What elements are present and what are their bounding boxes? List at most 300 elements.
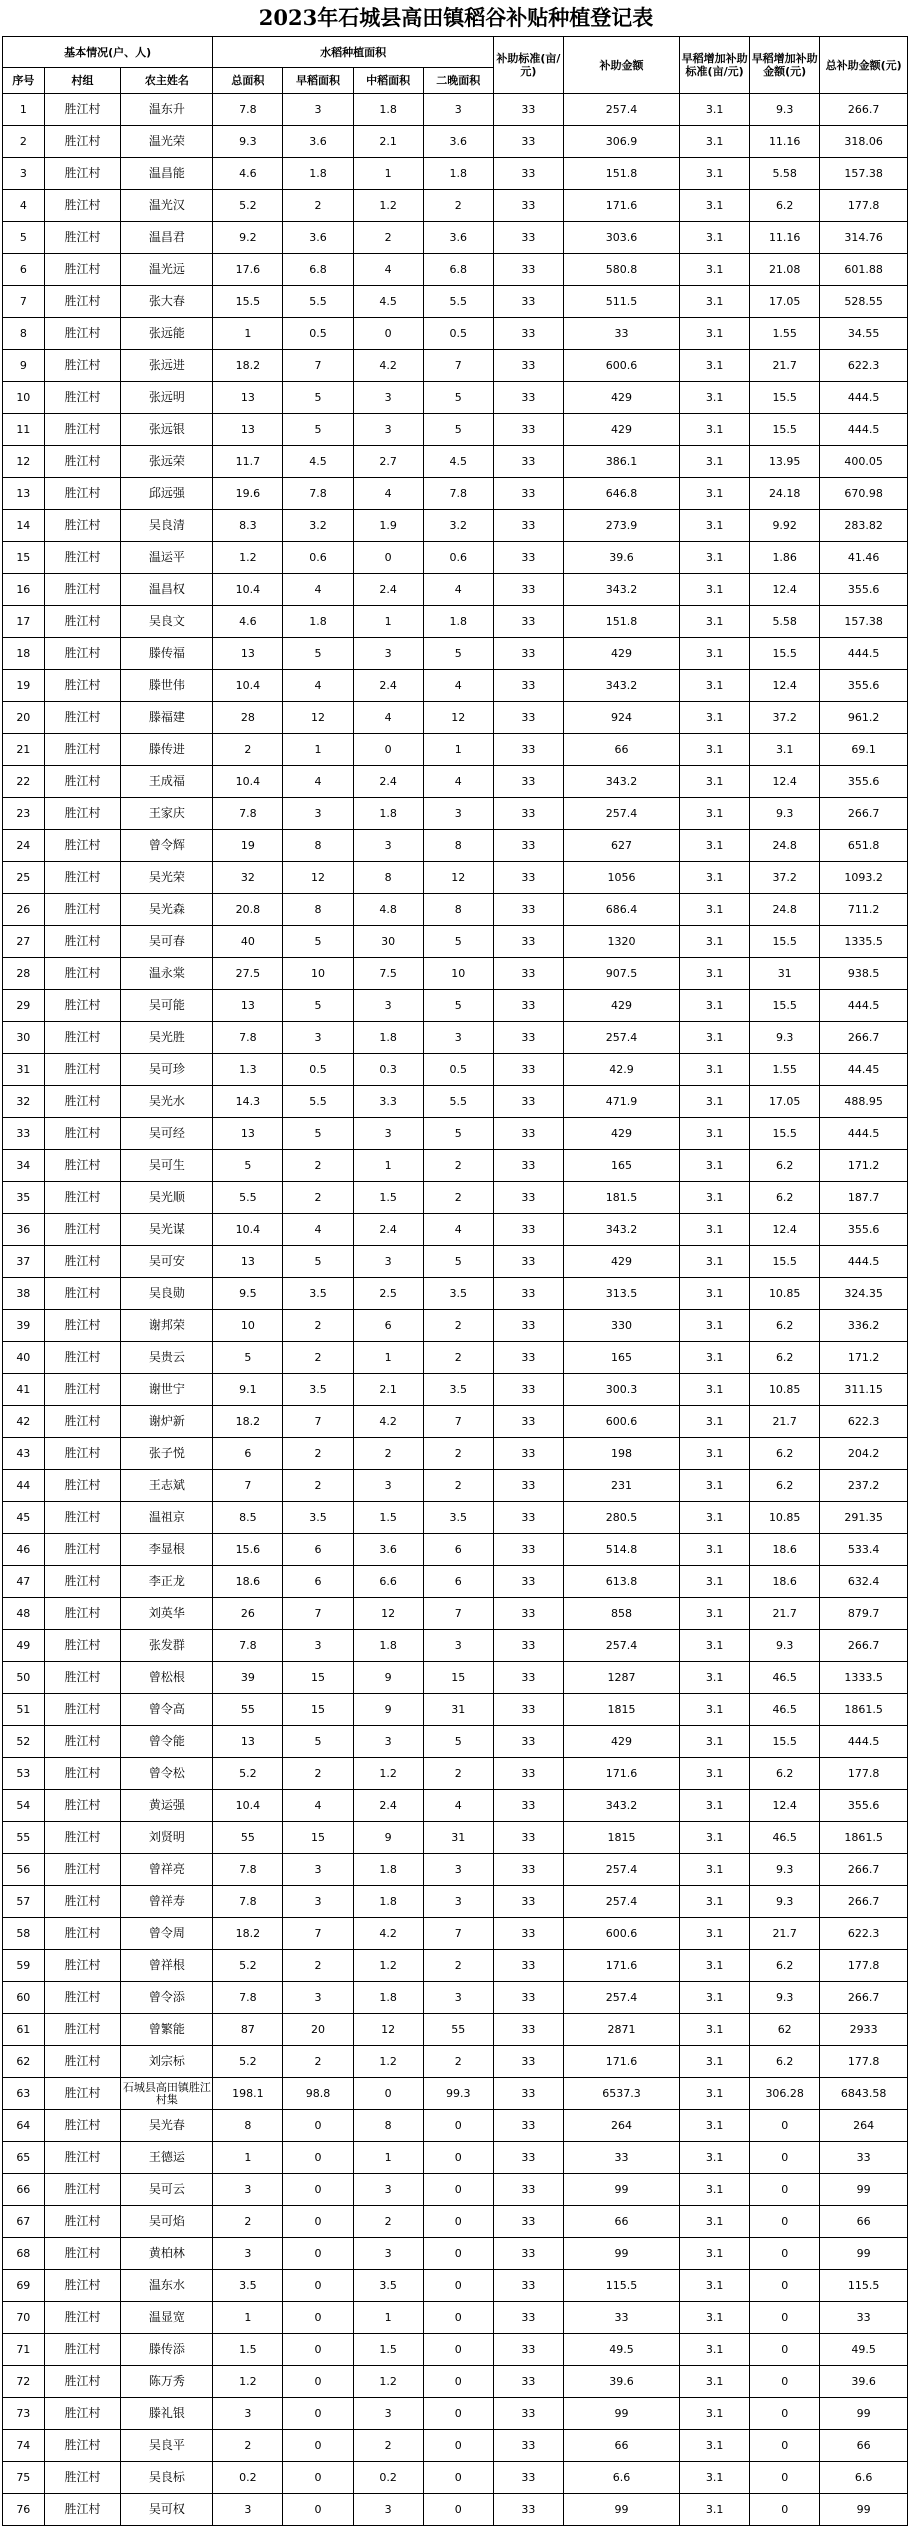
early-extra-standard-cell: 3.1 [680,1758,750,1790]
total-amount-cell: 33 [820,2302,908,2334]
village-cell: 胜江村 [44,2142,121,2174]
early-extra-amount-cell: 21.7 [750,350,820,382]
farmer-name-cell: 吴可云 [121,2174,213,2206]
early-extra-amount-cell: 3.1 [750,734,820,766]
mid-area-cell: 1.8 [353,1022,423,1054]
subsidy-amount-cell: 257.4 [563,1982,679,2014]
seq-cell: 67 [3,2206,45,2238]
farmer-name-cell: 王德运 [121,2142,213,2174]
table-row [3,158,908,190]
subsidy-amount-cell: 429 [563,414,679,446]
subsidy-amount-cell: 429 [563,990,679,1022]
subsidy-standard-cell: 33 [493,1630,563,1662]
mid-area-cell: 3 [353,1470,423,1502]
total-area-cell: 3 [213,2398,283,2430]
total-area-cell: 2 [213,2206,283,2238]
total-amount-cell: 99 [820,2238,908,2270]
early-extra-amount-cell: 21.7 [750,1598,820,1630]
seq-cell: 66 [3,2174,45,2206]
total-area-cell: 40 [213,926,283,958]
mid-area-cell: 9 [353,1694,423,1726]
early-extra-standard-cell: 3.1 [680,2494,750,2526]
mid-area-cell: 4.2 [353,1918,423,1950]
farmer-name-cell: 张远进 [121,350,213,382]
early-extra-standard-cell: 3.1 [680,1438,750,1470]
subsidy-standard-header: 补助标准(亩/元) [493,37,563,94]
early-area-cell: 1.8 [283,606,353,638]
farmer-name-cell: 吴良清 [121,510,213,542]
early-area-cell: 7 [283,1918,353,1950]
table-row [3,414,908,446]
subsidy-amount-cell: 343.2 [563,1214,679,1246]
mid-area-cell: 2 [353,2206,423,2238]
late-area-cell: 4.5 [423,446,493,478]
subsidy-amount-cell: 924 [563,702,679,734]
total-area-cell: 5.2 [213,2046,283,2078]
mid-area-cell: 1.8 [353,1630,423,1662]
early-extra-amount-cell: 0 [750,2494,820,2526]
early-extra-amount-cell: 6.2 [750,1150,820,1182]
farmer-name-cell: 吴光水 [121,1086,213,1118]
late-area-cell: 0 [423,2110,493,2142]
subsidy-standard-cell: 33 [493,2014,563,2046]
table-row [3,830,908,862]
total-area-cell: 39 [213,1662,283,1694]
subsidy-standard-cell: 33 [493,1790,563,1822]
late-area-cell: 5 [423,1118,493,1150]
late-area-cell: 2 [423,1758,493,1790]
subsidy-amount-cell: 600.6 [563,1406,679,1438]
subsidy-amount-cell: 613.8 [563,1566,679,1598]
subsidy-standard-cell: 33 [493,958,563,990]
total-amount-cell: 318.06 [820,126,908,158]
early-extra-standard-cell: 3.1 [680,1790,750,1822]
late-area-cell: 5 [423,382,493,414]
farmer-name-cell: 滕传进 [121,734,213,766]
subsidy-standard-cell: 33 [493,734,563,766]
late-area-cell: 5 [423,990,493,1022]
farmer-name-cell: 李正龙 [121,1566,213,1598]
seq-cell: 51 [3,1694,45,1726]
total-area-cell: 7.8 [213,94,283,126]
subsidy-standard-cell: 33 [493,1534,563,1566]
total-area-cell: 5.2 [213,1758,283,1790]
early-extra-amount-cell: 0 [750,2174,820,2206]
farmer-name-cell: 曾令辉 [121,830,213,862]
subsidy-amount-cell: 429 [563,382,679,414]
total-amount-cell: 266.7 [820,1886,908,1918]
seq-header: 序号 [3,68,45,94]
seq-cell: 70 [3,2302,45,2334]
total-area-cell: 8.3 [213,510,283,542]
subsidy-amount-cell: 66 [563,2206,679,2238]
early-area-cell: 4.5 [283,446,353,478]
early-area-cell: 5 [283,926,353,958]
mid-area-cell: 12 [353,2014,423,2046]
mid-area-cell: 1.5 [353,1182,423,1214]
subsidy-standard-cell: 33 [493,2206,563,2238]
total-amount-cell: 355.6 [820,1790,908,1822]
seq-cell: 1 [3,94,45,126]
early-extra-standard-cell: 3.1 [680,1246,750,1278]
total-amount-cell: 283.82 [820,510,908,542]
mid-area-cell: 8 [353,2110,423,2142]
subsidy-amount-cell: 343.2 [563,766,679,798]
total-amount-cell: 1335.5 [820,926,908,958]
early-extra-standard-cell: 3.1 [680,94,750,126]
village-cell: 胜江村 [44,1790,121,1822]
seq-cell: 44 [3,1470,45,1502]
early-area-cell: 2 [283,2046,353,2078]
mid-area-cell: 1.2 [353,2046,423,2078]
table-row [3,2302,908,2334]
early-extra-standard-cell: 3.1 [680,734,750,766]
late-area-cell: 2 [423,1950,493,1982]
subsidy-amount-cell: 429 [563,1246,679,1278]
table-row [3,478,908,510]
early-extra-standard-cell: 3.1 [680,1054,750,1086]
village-cell: 胜江村 [44,94,121,126]
total-amount-cell: 355.6 [820,670,908,702]
early-area-cell: 3.6 [283,222,353,254]
total-amount-cell: 44.45 [820,1054,908,1086]
late-area-cell: 2 [423,1310,493,1342]
mid-area-cell: 3 [353,1118,423,1150]
subsidy-standard-cell: 33 [493,1470,563,1502]
total-area-cell: 11.7 [213,446,283,478]
village-cell: 胜江村 [44,190,121,222]
early-area-cell: 2 [283,1950,353,1982]
farmer-name-cell: 谢世宁 [121,1374,213,1406]
mid-area-cell: 1.8 [353,1886,423,1918]
village-cell: 胜江村 [44,734,121,766]
village-cell: 胜江村 [44,2078,121,2110]
subsidy-amount-cell: 99 [563,2494,679,2526]
early-extra-standard-cell: 3.1 [680,2014,750,2046]
early-area-cell: 2 [283,190,353,222]
village-cell: 胜江村 [44,478,121,510]
subsidy-standard-cell: 33 [493,1054,563,1086]
village-cell: 胜江村 [44,158,121,190]
late-area-cell: 12 [423,862,493,894]
subsidy-amount-cell: 1815 [563,1822,679,1854]
early-extra-standard-cell: 3.1 [680,638,750,670]
table-row [3,542,908,574]
village-cell: 胜江村 [44,1310,121,1342]
total-amount-cell: 622.3 [820,1918,908,1950]
early-extra-amount-cell: 0 [750,2302,820,2334]
early-area-cell: 4 [283,1214,353,1246]
early-extra-amount-cell: 15.5 [750,1118,820,1150]
early-extra-amount-cell: 306.28 [750,2078,820,2110]
seq-cell: 30 [3,1022,45,1054]
farmer-name-cell: 温昌君 [121,222,213,254]
total-amount-cell: 66 [820,2206,908,2238]
total-amount-cell: 171.2 [820,1150,908,1182]
total-amount-cell: 157.38 [820,158,908,190]
seq-cell: 28 [3,958,45,990]
total-amount-cell: 266.7 [820,1022,908,1054]
early-area-cell: 15 [283,1822,353,1854]
early-extra-standard-cell: 3.1 [680,222,750,254]
subsidy-standard-cell: 33 [493,478,563,510]
mid-area-cell: 0 [353,2078,423,2110]
early-area-cell: 4 [283,670,353,702]
early-area-cell: 0.6 [283,542,353,574]
village-cell: 胜江村 [44,1182,121,1214]
subsidy-amount-cell: 151.8 [563,158,679,190]
farmer-name-cell: 吴光胜 [121,1022,213,1054]
early-extra-amount-cell: 6.2 [750,1310,820,1342]
subsidy-standard-cell: 33 [493,286,563,318]
total-amount-cell: 632.4 [820,1566,908,1598]
table-row [3,1438,908,1470]
village-cell: 胜江村 [44,1470,121,1502]
total-area-cell: 0.2 [213,2462,283,2494]
table-row [3,446,908,478]
early-extra-standard-cell: 3.1 [680,286,750,318]
table-row [3,2238,908,2270]
early-extra-standard-cell: 3.1 [680,2046,750,2078]
farmer-name-cell: 吴光顺 [121,1182,213,1214]
mid-area-cell: 12 [353,1598,423,1630]
farmer-name-cell: 吴可生 [121,1150,213,1182]
subsidy-standard-cell: 33 [493,222,563,254]
subsidy-standard-cell: 33 [493,1246,563,1278]
subsidy-standard-cell: 33 [493,926,563,958]
subsidy-standard-cell: 33 [493,1342,563,1374]
seq-cell: 73 [3,2398,45,2430]
total-area-cell: 8.5 [213,1502,283,1534]
subsidy-amount-cell: 39.6 [563,2366,679,2398]
mid-area-cell: 1.2 [353,1758,423,1790]
subsidy-amount-cell: 39.6 [563,542,679,574]
farmer-name-cell: 吴可权 [121,2494,213,2526]
total-amount-cell: 355.6 [820,766,908,798]
village-cell: 胜江村 [44,638,121,670]
subsidy-amount-cell: 343.2 [563,1790,679,1822]
table-row [3,638,908,670]
subsidy-amount-cell: 686.4 [563,894,679,926]
total-amount-cell: 528.55 [820,286,908,318]
early-extra-standard-cell: 3.1 [680,670,750,702]
early-extra-amount-cell: 17.05 [750,286,820,318]
farmer-name-cell: 王志斌 [121,1470,213,1502]
seq-cell: 17 [3,606,45,638]
subsidy-standard-cell: 33 [493,1182,563,1214]
table-row [3,1566,908,1598]
early-extra-amount-cell: 6.2 [750,2046,820,2078]
seq-cell: 71 [3,2334,45,2366]
early-extra-standard-cell: 3.1 [680,1182,750,1214]
mid-area-cell: 3 [353,1726,423,1758]
table-row [3,1662,908,1694]
early-extra-standard-cell: 3.1 [680,1726,750,1758]
subsidy-amount-cell: 33 [563,2302,679,2334]
table-row [3,1054,908,1086]
subsidy-standard-cell: 33 [493,94,563,126]
total-area-cell: 55 [213,1822,283,1854]
seq-cell: 52 [3,1726,45,1758]
subsidy-standard-cell: 33 [493,2110,563,2142]
subsidy-standard-cell: 33 [493,2174,563,2206]
village-cell: 胜江村 [44,1342,121,1374]
village-cell: 胜江村 [44,254,121,286]
early-extra-amount-cell: 12.4 [750,670,820,702]
total-area-cell: 6 [213,1438,283,1470]
early-extra-standard-cell: 3.1 [680,1470,750,1502]
subsidy-standard-cell: 33 [493,1502,563,1534]
late-area-cell: 3.2 [423,510,493,542]
farmer-name-cell: 黄运强 [121,1790,213,1822]
mid-area-cell: 2.1 [353,126,423,158]
subsidy-standard-cell: 33 [493,606,563,638]
table-row [3,766,908,798]
early-extra-amount-cell: 9.3 [750,1022,820,1054]
total-area-cell: 10.4 [213,670,283,702]
subsidy-amount-cell: 471.9 [563,1086,679,1118]
mid-area-cell: 1.8 [353,798,423,830]
table-row [3,1822,908,1854]
table-row [3,734,908,766]
early-extra-amount-cell: 9.3 [750,94,820,126]
subsidy-standard-cell: 33 [493,670,563,702]
mid-area-cell: 4 [353,254,423,286]
early-area-cell: 20 [283,2014,353,2046]
early-extra-amount-cell: 0 [750,2398,820,2430]
subsidy-standard-cell: 33 [493,1598,563,1630]
early-extra-standard-cell: 3.1 [680,2110,750,2142]
seq-cell: 26 [3,894,45,926]
early-extra-amount-cell: 15.5 [750,382,820,414]
subsidy-standard-cell: 33 [493,1854,563,1886]
total-amount-cell: 1861.5 [820,1694,908,1726]
mid-area-cell: 2.4 [353,766,423,798]
table-row [3,862,908,894]
subsidy-standard-cell: 33 [493,542,563,574]
subsidy-standard-cell: 33 [493,2398,563,2430]
farmer-name-cell: 张远银 [121,414,213,446]
total-area-cell: 198.1 [213,2078,283,2110]
total-area-cell: 18.2 [213,1918,283,1950]
total-amount-cell: 157.38 [820,606,908,638]
total-area-cell: 1.2 [213,2366,283,2398]
total-amount-cell: 115.5 [820,2270,908,2302]
farmer-name-cell: 谢邦荣 [121,1310,213,1342]
late-area-cell: 3 [423,94,493,126]
total-amount-cell: 99 [820,2398,908,2430]
total-area-cell: 13 [213,1726,283,1758]
mid-area-cell: 4 [353,702,423,734]
table-row [3,926,908,958]
early-extra-amount-cell: 62 [750,2014,820,2046]
subsidy-standard-cell: 33 [493,1982,563,2014]
early-area-cell: 0.5 [283,1054,353,1086]
early-extra-standard-cell: 3.1 [680,1950,750,1982]
mid-area-cell: 3.5 [353,2270,423,2302]
early-extra-standard-cell: 3.1 [680,1886,750,1918]
seq-cell: 19 [3,670,45,702]
total-area-cell: 7.8 [213,1630,283,1662]
early-area-cell: 5 [283,1118,353,1150]
early-extra-amount-cell: 1.86 [750,542,820,574]
village-cell: 胜江村 [44,1150,121,1182]
seq-cell: 35 [3,1182,45,1214]
early-extra-standard-cell: 3.1 [680,862,750,894]
table-row [3,1502,908,1534]
early-extra-amount-cell: 10.85 [750,1374,820,1406]
seq-cell: 75 [3,2462,45,2494]
village-cell: 胜江村 [44,1406,121,1438]
mid-area-cell: 2 [353,1438,423,1470]
late-area-cell: 8 [423,830,493,862]
late-area-cell: 15 [423,1662,493,1694]
early-extra-standard-cell: 3.1 [680,350,750,382]
early-area-cell: 7 [283,1598,353,1630]
farmer-name-cell: 吴良文 [121,606,213,638]
early-area-cell: 2 [283,1342,353,1374]
early-extra-standard-cell: 3.1 [680,478,750,510]
total-amount-cell: 6843.58 [820,2078,908,2110]
table-row [3,1182,908,1214]
early-extra-amount-cell: 46.5 [750,1662,820,1694]
subsidy-amount-cell: 2871 [563,2014,679,2046]
village-cell: 胜江村 [44,286,121,318]
early-area-cell: 0 [283,2462,353,2494]
village-cell: 胜江村 [44,862,121,894]
early-extra-standard-cell: 3.1 [680,1854,750,1886]
mid-area-cell: 1 [353,606,423,638]
late-area-cell: 4 [423,670,493,702]
total-area-cell: 18.6 [213,1566,283,1598]
village-cell: 胜江村 [44,318,121,350]
seq-cell: 74 [3,2430,45,2462]
village-cell: 胜江村 [44,2302,121,2334]
total-area-cell: 3.5 [213,2270,283,2302]
early-extra-standard-cell: 3.1 [680,1310,750,1342]
mid-area-cell: 2 [353,2430,423,2462]
late-area-cell: 3.5 [423,1278,493,1310]
farmer-name-header: 农主姓名 [121,68,213,94]
early-extra-standard-cell: 3.1 [680,574,750,606]
late-area-cell: 5 [423,926,493,958]
table-row [3,1598,908,1630]
seq-cell: 29 [3,990,45,1022]
early-extra-standard-cell: 3.1 [680,1086,750,1118]
total-amount-cell: 1093.2 [820,862,908,894]
total-area-cell: 3 [213,2238,283,2270]
total-amount-cell: 622.3 [820,350,908,382]
seq-cell: 7 [3,286,45,318]
total-amount-cell: 601.88 [820,254,908,286]
subsidy-standard-cell: 33 [493,1214,563,1246]
late-area-cell: 3 [423,1022,493,1054]
table-row [3,1022,908,1054]
total-area-cell: 7.8 [213,1022,283,1054]
total-area-cell: 10.4 [213,766,283,798]
early-extra-amount-cell: 6.2 [750,1342,820,1374]
early-area-cell: 3 [283,94,353,126]
subsidy-standard-cell: 33 [493,1438,563,1470]
village-cell: 胜江村 [44,1662,121,1694]
farmer-name-cell: 谢炉新 [121,1406,213,1438]
early-extra-amount-cell: 10.85 [750,1502,820,1534]
farmer-name-cell: 张大春 [121,286,213,318]
early-extra-amount-cell: 11.16 [750,126,820,158]
table-row [3,2494,908,2526]
total-area-cell: 18.2 [213,1406,283,1438]
late-area-cell: 2 [423,190,493,222]
